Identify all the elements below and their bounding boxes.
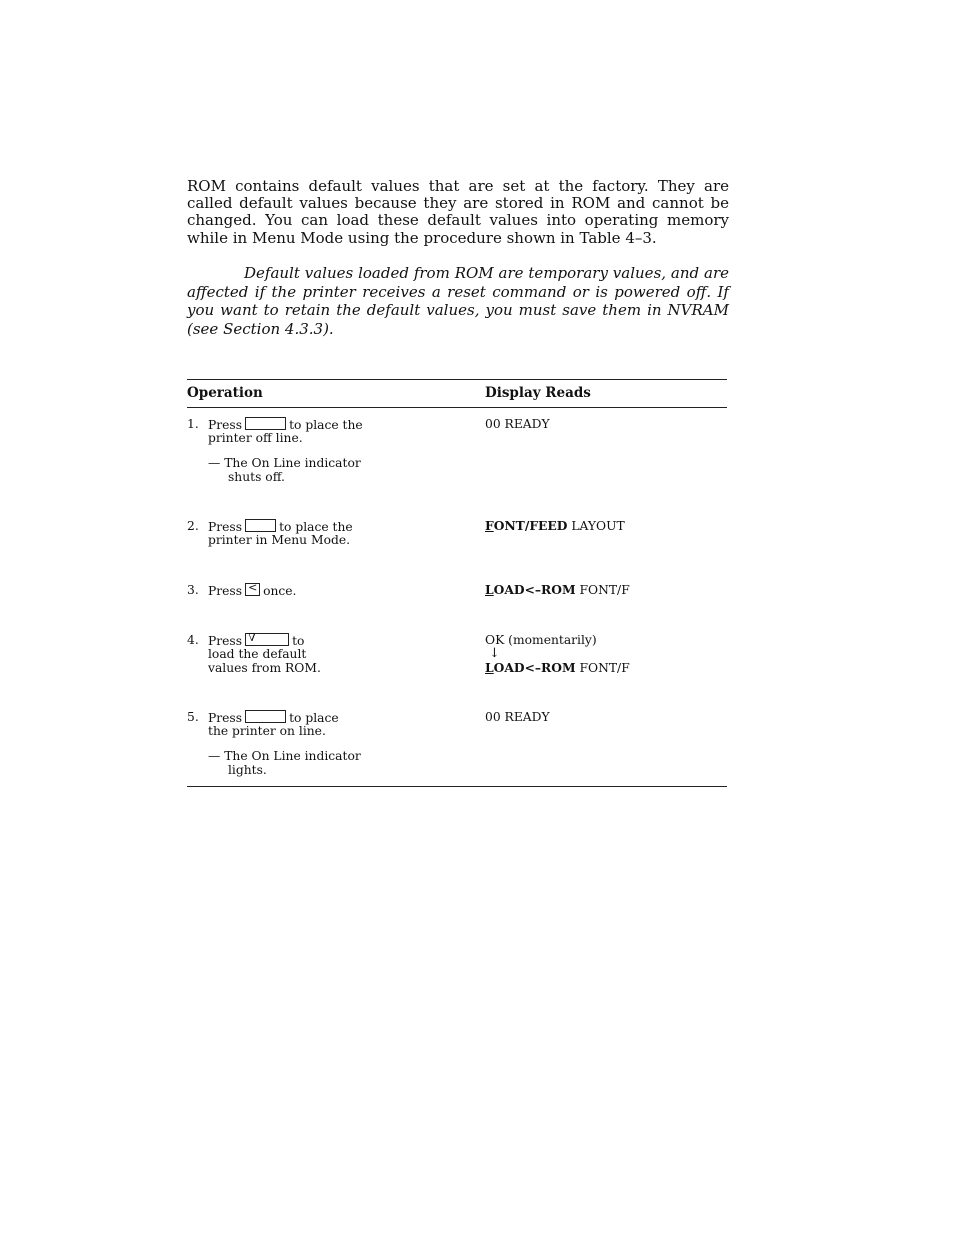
step-instruction: Press ∇ to: [208, 631, 305, 648]
step-number: 1.: [187, 417, 199, 431]
step-instruction-line: the printer on line.: [208, 724, 326, 738]
header-display-reads: Display Reads: [485, 385, 591, 401]
step-instruction: Press to place: [208, 711, 339, 725]
step-instruction: Press to place the: [208, 520, 353, 534]
display-reads-value: FONT/FEED LAYOUT: [485, 518, 625, 533]
step-instruction-line: printer in Menu Mode.: [208, 533, 351, 547]
step-subnote-line: lights.: [228, 763, 267, 777]
step-subnote: — The On Line indicator: [208, 456, 361, 470]
display-reads-value: LOAD<–ROM FONT/F: [485, 660, 630, 675]
display-reads-value: OK (momentarily): [485, 633, 597, 647]
note-paragraph: Default values loaded from ROM are temporary values, and are affected if the printer receives a reset command or is powered off. If you want to retain the default values, you must save them in NVRAM (see Section 4.3.3).: [187, 264, 729, 338]
step-instruction: Press < once.: [208, 581, 297, 598]
step-instruction: Press to place the: [208, 418, 363, 432]
table-header-rule: [187, 407, 727, 408]
step-subnote: — The On Line indicator: [208, 749, 361, 763]
key-icon: [245, 710, 286, 723]
step-subnote-line: shuts off.: [228, 470, 285, 484]
step-instruction-line: load the default: [208, 647, 307, 661]
step-number: 4.: [187, 633, 199, 647]
step-instruction-line: values from ROM.: [208, 661, 321, 675]
left-arrow-key-icon: <: [245, 583, 260, 596]
display-reads-value: LOAD<–ROM FONT/F: [485, 582, 630, 597]
header-operation: Operation: [187, 385, 263, 401]
step-number: 3.: [187, 583, 199, 597]
down-arrow-key-icon: ∇: [245, 633, 289, 646]
key-icon: [245, 519, 276, 532]
key-icon: [245, 417, 286, 430]
table-bottom-rule: [187, 786, 727, 787]
display-reads-value: 00 READY: [485, 710, 550, 724]
table-top-rule: [187, 379, 727, 380]
step-number: 2.: [187, 519, 199, 533]
down-arrow-icon: ↓: [489, 646, 500, 661]
step-number: 5.: [187, 710, 199, 724]
intro-paragraph: ROM contains default values that are set at the factory. They are called default values because they are stored in ROM and cannot be changed. You can load these default values into operating memory while in Menu Mode using the procedure shown in Table 4–3.: [187, 177, 729, 247]
display-reads-value: 00 READY: [485, 417, 550, 431]
step-instruction-line: printer off line.: [208, 431, 303, 445]
